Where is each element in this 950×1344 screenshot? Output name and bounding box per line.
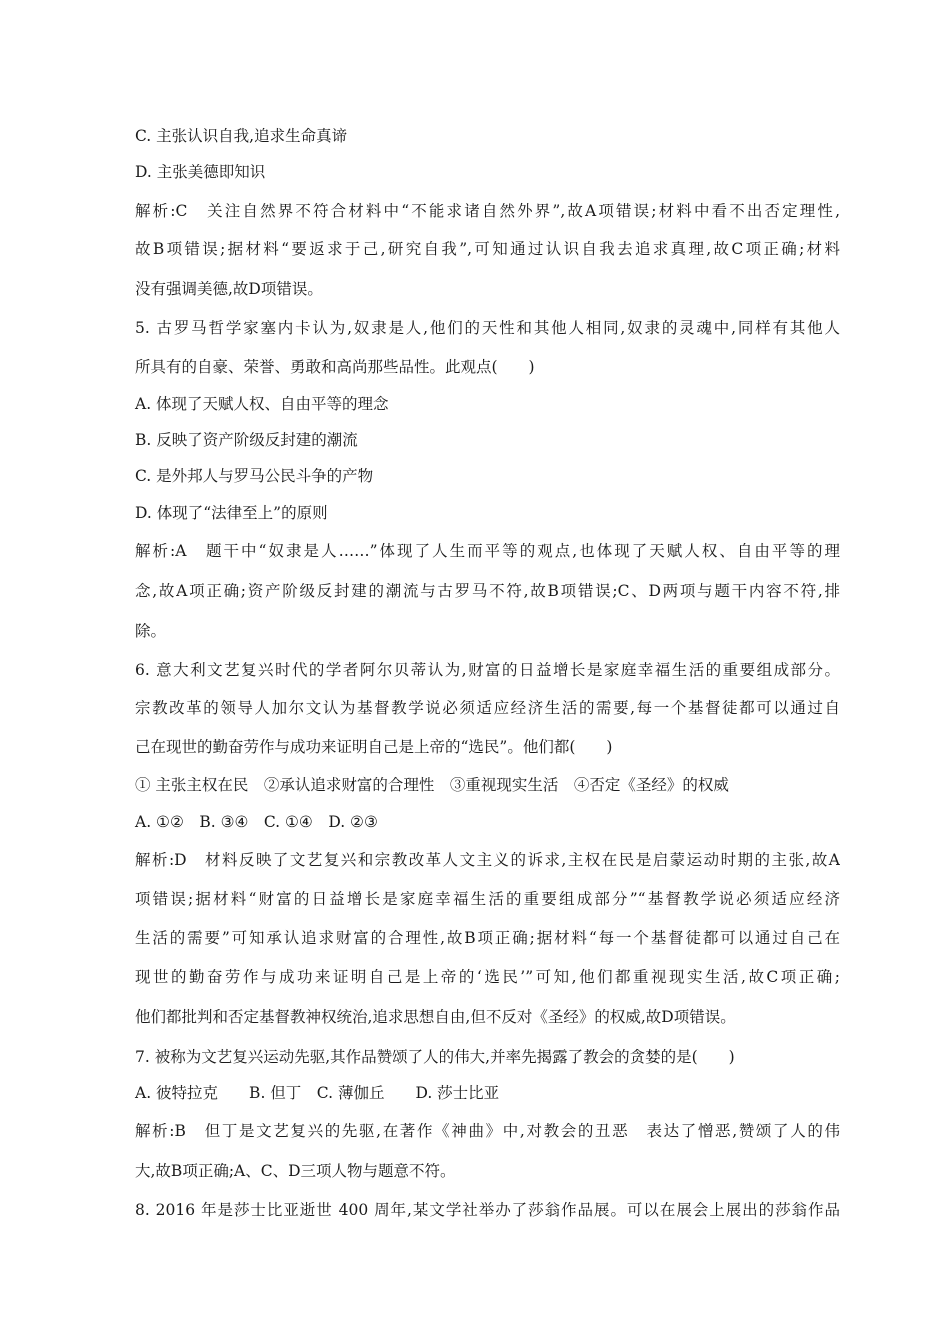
option-c-q5: C. 是外邦人与罗马公民斗争的产物 [135, 467, 374, 485]
analysis-q6-line4: 现世的勤奋劳作与成功来证明自己是上帝的‘选民’”可知,他们都重视现实生活,故C项正确; [135, 968, 840, 986]
analysis-q5-line3: 除。 [135, 622, 167, 640]
analysis-q6-line1: 解析:D 材料反映了文艺复兴和宗教改革人文主义的诉求,主权在民是启蒙运动时期的主张,故A [135, 851, 840, 869]
question-6-line2: 宗教改革的领导人加尔文认为基督教学说必须适应经济生活的需要,每一个基督徒都可以通过自 [135, 699, 840, 717]
option-a-q5: A. 体现了天赋人权、自由平等的理念 [135, 395, 389, 413]
option-d-q4: D. 主张美德即知识 [135, 163, 266, 181]
analysis-q4-line1: 解析:C 关注自然界不符合材料中“不能求诸自然外界”,故A项错误;材料中看不出否定理性, [135, 202, 840, 220]
analysis-q6-line3: 生活的需要”可知承认追求财富的合理性,故B项正确;据材料“每一个基督徒都可以通过自己在 [135, 929, 840, 947]
option-c-q4: C. 主张认识自我,追求生命真谛 [135, 127, 348, 145]
analysis-q4-line2: 故B项错误;据材料“要返求于己,研究自我”,可知通过认识自我去追求真理,故C项正确;材料 [135, 240, 840, 258]
analysis-q6-line2: 项错误;据材料“财富的日益增长是家庭幸福生活的重要组成部分”“基督教学说必须适应经济 [135, 890, 840, 908]
question-5-line1: 5. 古罗马哲学家塞内卡认为,奴隶是人,他们的天性和其他人相同,奴隶的灵魂中,同样有其他人 [135, 319, 840, 337]
question-7-line1: 7. 被称为文艺复兴运动先驱,其作品赞颂了人的伟大,并率先揭露了教会的贪婪的是( ) [135, 1048, 735, 1066]
analysis-q4-line3: 没有强调美德,故D项错误。 [135, 280, 323, 298]
question-5-line2: 所具有的自豪、荣誉、勇敢和高尚那些品性。此观点( ) [135, 358, 535, 376]
question-6-line3: 己在现世的勤奋劳作与成功来证明自己是上帝的“选民”。他们都( ) [135, 738, 613, 756]
option-b-q5: B. 反映了资产阶级反封建的潮流 [135, 431, 358, 449]
analysis-q7-line2: 大,故B项正确;A、C、D三项人物与题意不符。 [135, 1162, 456, 1180]
question-6-statements: ① 主张主权在民 ②承认追求财富的合理性 ③重视现实生活 ④否定《圣经》的权威 [135, 776, 729, 794]
question-6-options: A. ①② B. ③④ C. ①④ D. ②③ [135, 813, 378, 831]
analysis-q5-line2: 念,故A项正确;资产阶级反封建的潮流与古罗马不符,故B项错误;C、D两项与题干内容不符,排 [135, 582, 840, 600]
analysis-q7-line1: 解析:B 但丁是文艺复兴的先驱,在著作《神曲》中,对教会的丑恶 表达了憎恶,赞颂了人的伟 [135, 1122, 840, 1140]
question-6-line1: 6. 意大利文艺复兴时代的学者阿尔贝蒂认为,财富的日益增长是家庭幸福生活的重要组成部分。 [135, 661, 840, 679]
question-8-line1: 8. 2016 年是莎士比亚逝世 400 周年,某文学社举办了莎翁作品展。可以在展会上展出的莎翁作品 [135, 1201, 840, 1219]
option-d-q5: D. 体现了“法律至上”的原则 [135, 504, 328, 522]
analysis-q6-line5: 他们都批判和否定基督教神权统治,追求思想自由,但不反对《圣经》的权威,故D项错误。 [135, 1008, 736, 1026]
question-7-options: A. 彼特拉克 B. 但丁 C. 薄伽丘 D. 莎士比亚 [135, 1084, 500, 1102]
analysis-q5-line1: 解析:A 题干中“奴隶是人……”体现了人生而平等的观点,也体现了天赋人权、自由平等的理 [135, 542, 840, 560]
